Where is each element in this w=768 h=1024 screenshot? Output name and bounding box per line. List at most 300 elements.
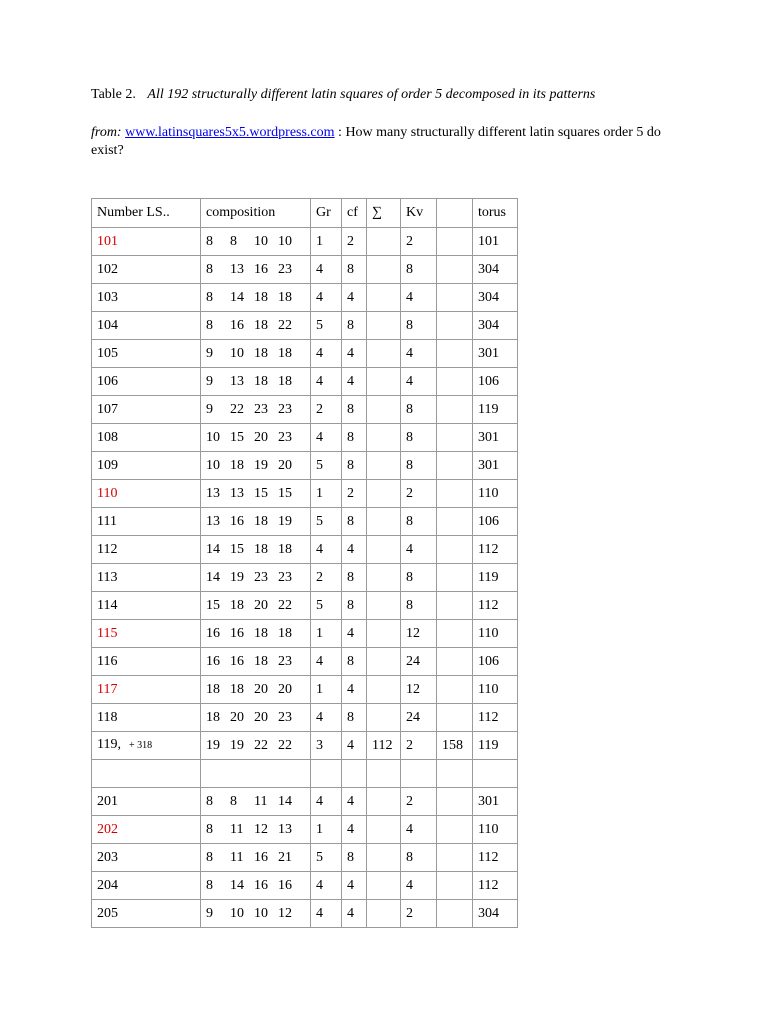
cell-sum [367, 368, 401, 396]
cell-number-value: 111 [97, 513, 117, 529]
cell-sum [367, 564, 401, 592]
cell-cf: 4 [342, 676, 367, 704]
composition-value: 20 [278, 457, 292, 473]
cell-composition [201, 844, 311, 872]
composition-value: 16 [230, 625, 244, 641]
cell-composition [201, 396, 311, 424]
cell-composition [201, 760, 311, 788]
cell-gr: 5 [311, 592, 342, 620]
cell-number [92, 620, 201, 648]
cell-kv: 8 [401, 312, 437, 340]
composition-value: 10 [230, 345, 244, 361]
composition-value: 20 [254, 597, 268, 613]
composition-value: 16 [206, 653, 220, 669]
cell-extra [437, 816, 473, 844]
latin-squares-table [91, 198, 518, 928]
cell-kv: 2 [401, 788, 437, 816]
composition-value: 8 [206, 793, 213, 809]
composition-value: 18 [254, 625, 268, 641]
composition-value: 23 [278, 401, 292, 417]
cell-composition [201, 368, 311, 396]
cell-gr: 4 [311, 648, 342, 676]
composition-value: 9 [206, 345, 213, 361]
cell-gr: 4 [311, 900, 342, 928]
cell-number-note: + 318 [128, 740, 153, 751]
cell-torus [473, 760, 518, 788]
cell-kv: 4 [401, 284, 437, 312]
composition-value: 18 [278, 541, 292, 557]
cell-kv: 4 [401, 340, 437, 368]
cell-number-value: 112 [97, 541, 118, 557]
composition-value: 18 [206, 709, 220, 725]
cell-number [92, 284, 201, 312]
cell-sum [367, 900, 401, 928]
composition-value: 23 [278, 569, 292, 585]
caption-title: All 192 structurally different latin squares of order 5 decomposed in its patterns [147, 87, 596, 102]
cell-extra [437, 508, 473, 536]
cell-number-value: 116 [97, 653, 118, 669]
composition-value: 13 [206, 513, 220, 529]
cell-number [92, 816, 201, 844]
header-gr: Gr [311, 199, 342, 228]
cell-extra [437, 900, 473, 928]
cell-number [92, 788, 201, 816]
cell-number [92, 732, 201, 760]
cell-gr: 5 [311, 508, 342, 536]
cell-number-value: 205 [97, 905, 118, 921]
cell-number-value: 101 [97, 233, 118, 249]
cell-kv: 4 [401, 536, 437, 564]
cell-number [92, 424, 201, 452]
table-row [92, 900, 518, 928]
cell-cf: 8 [342, 564, 367, 592]
cell-extra: 158 [437, 732, 473, 760]
cell-number [92, 760, 201, 788]
header-composition: composition [201, 199, 311, 228]
cell-gr: 2 [311, 564, 342, 592]
header-cf: cf [342, 199, 367, 228]
cell-number-value: 102 [97, 261, 118, 277]
cell-extra [437, 424, 473, 452]
cell-sum [367, 312, 401, 340]
composition-value: 19 [254, 457, 268, 473]
cell-cf: 4 [342, 340, 367, 368]
cell-torus: 119 [473, 564, 518, 592]
cell-composition [201, 816, 311, 844]
cell-torus: 110 [473, 620, 518, 648]
composition-value: 23 [278, 261, 292, 277]
header-number: Number LS.. [92, 199, 201, 228]
cell-torus: 304 [473, 256, 518, 284]
cell-gr: 5 [311, 844, 342, 872]
composition-value: 18 [254, 317, 268, 333]
header-sum: ∑ [367, 199, 401, 228]
cell-kv: 8 [401, 396, 437, 424]
table-row [92, 592, 518, 620]
cell-number [92, 256, 201, 284]
cell-number-value: 108 [97, 429, 118, 445]
table-row [92, 704, 518, 732]
composition-value: 11 [230, 849, 244, 865]
cell-sum [367, 592, 401, 620]
cell-cf: 8 [342, 256, 367, 284]
cell-extra [437, 452, 473, 480]
cell-number [92, 648, 201, 676]
composition-value: 12 [254, 821, 268, 837]
source-link[interactable]: www.latinsquares5x5.wordpress.com [125, 125, 335, 140]
cell-extra [437, 256, 473, 284]
cell-cf: 4 [342, 620, 367, 648]
cell-composition [201, 452, 311, 480]
composition-value: 18 [230, 681, 244, 697]
cell-cf: 4 [342, 368, 367, 396]
cell-composition [201, 424, 311, 452]
cell-sum [367, 480, 401, 508]
cell-sum [367, 396, 401, 424]
composition-value: 22 [278, 597, 292, 613]
cell-gr: 5 [311, 452, 342, 480]
cell-composition [201, 256, 311, 284]
cell-gr: 1 [311, 480, 342, 508]
cell-extra [437, 396, 473, 424]
cell-number [92, 900, 201, 928]
table-row [92, 340, 518, 368]
cell-cf: 4 [342, 536, 367, 564]
composition-value: 18 [278, 373, 292, 389]
cell-number [92, 872, 201, 900]
composition-value: 13 [206, 485, 220, 501]
cell-kv: 12 [401, 620, 437, 648]
composition-value: 12 [278, 905, 292, 921]
cell-number-value: 203 [97, 849, 118, 865]
cell-number-value: 202 [97, 821, 118, 837]
cell-extra [437, 564, 473, 592]
cell-cf: 8 [342, 592, 367, 620]
cell-gr: 1 [311, 228, 342, 256]
cell-kv: 4 [401, 368, 437, 396]
cell-composition [201, 620, 311, 648]
cell-number-value: 109 [97, 457, 118, 473]
cell-number-value: 105 [97, 345, 118, 361]
cell-number-value: 103 [97, 289, 118, 305]
cell-composition [201, 480, 311, 508]
cell-number-value: 115 [97, 625, 118, 641]
cell-torus: 304 [473, 312, 518, 340]
composition-value: 15 [254, 485, 268, 501]
cell-gr: 4 [311, 788, 342, 816]
composition-value: 18 [278, 345, 292, 361]
cell-number-value: 113 [97, 569, 118, 585]
cell-gr: 3 [311, 732, 342, 760]
composition-value: 15 [206, 597, 220, 613]
cell-extra [437, 592, 473, 620]
composition-value: 23 [254, 401, 268, 417]
composition-value: 15 [230, 541, 244, 557]
cell-sum [367, 872, 401, 900]
cell-kv: 8 [401, 592, 437, 620]
table-row [92, 480, 518, 508]
composition-value: 8 [206, 233, 213, 249]
cell-torus: 119 [473, 396, 518, 424]
composition-value: 13 [230, 373, 244, 389]
table-row [92, 368, 518, 396]
cell-cf: 8 [342, 452, 367, 480]
composition-value: 16 [254, 849, 268, 865]
cell-gr: 1 [311, 816, 342, 844]
composition-value: 10 [206, 429, 220, 445]
cell-gr [311, 760, 342, 788]
cell-composition [201, 284, 311, 312]
cell-composition [201, 508, 311, 536]
cell-number-value: 104 [97, 317, 118, 333]
cell-torus: 112 [473, 844, 518, 872]
cell-kv: 8 [401, 508, 437, 536]
cell-kv: 24 [401, 704, 437, 732]
table-row [92, 424, 518, 452]
cell-cf: 8 [342, 396, 367, 424]
cell-cf: 8 [342, 312, 367, 340]
cell-sum [367, 760, 401, 788]
cell-torus: 110 [473, 480, 518, 508]
cell-sum [367, 676, 401, 704]
table-row [92, 228, 518, 256]
composition-value: 18 [254, 373, 268, 389]
cell-sum [367, 228, 401, 256]
cell-cf: 4 [342, 732, 367, 760]
cell-cf: 8 [342, 844, 367, 872]
cell-gr: 4 [311, 284, 342, 312]
composition-value: 15 [230, 429, 244, 445]
cell-extra [437, 788, 473, 816]
cell-sum: 112 [367, 732, 401, 760]
table-row [92, 452, 518, 480]
composition-value: 8 [206, 317, 213, 333]
table-header-row [92, 199, 518, 228]
cell-torus: 304 [473, 284, 518, 312]
cell-composition [201, 592, 311, 620]
cell-composition [201, 704, 311, 732]
cell-number [92, 480, 201, 508]
composition-value: 20 [254, 429, 268, 445]
composition-value: 9 [206, 401, 213, 417]
composition-value: 18 [254, 653, 268, 669]
composition-value: 23 [278, 653, 292, 669]
composition-value: 13 [278, 821, 292, 837]
cell-number-value: 114 [97, 597, 118, 613]
cell-number-value: 119, [97, 737, 121, 752]
cell-gr: 1 [311, 676, 342, 704]
cell-cf: 2 [342, 480, 367, 508]
cell-gr: 1 [311, 620, 342, 648]
table-row [92, 816, 518, 844]
cell-torus: 110 [473, 676, 518, 704]
cell-number-value: 118 [97, 709, 118, 725]
cell-torus: 106 [473, 508, 518, 536]
caption-label: Table 2. [91, 87, 136, 102]
cell-composition [201, 676, 311, 704]
cell-cf: 4 [342, 788, 367, 816]
table-row [92, 564, 518, 592]
composition-value: 9 [206, 905, 213, 921]
composition-value: 20 [254, 681, 268, 697]
table-row [92, 620, 518, 648]
composition-value: 18 [254, 541, 268, 557]
cell-number [92, 340, 201, 368]
composition-value: 18 [230, 457, 244, 473]
cell-extra [437, 676, 473, 704]
cell-sum [367, 536, 401, 564]
composition-value: 16 [230, 513, 244, 529]
header-kv: Kv [401, 199, 437, 228]
cell-extra [437, 480, 473, 508]
table-row [92, 732, 518, 760]
cell-kv: 4 [401, 816, 437, 844]
cell-cf: 4 [342, 284, 367, 312]
composition-value: 23 [254, 569, 268, 585]
composition-value: 18 [278, 289, 292, 305]
cell-number [92, 396, 201, 424]
cell-sum [367, 508, 401, 536]
cell-composition [201, 648, 311, 676]
table-row [92, 648, 518, 676]
composition-value: 22 [230, 401, 244, 417]
cell-cf: 8 [342, 704, 367, 732]
cell-kv: 8 [401, 452, 437, 480]
header-torus: torus [473, 199, 518, 228]
cell-cf: 4 [342, 872, 367, 900]
cell-kv: 2 [401, 900, 437, 928]
composition-value: 16 [254, 877, 268, 893]
composition-value: 20 [230, 709, 244, 725]
cell-composition [201, 788, 311, 816]
cell-extra [437, 844, 473, 872]
cell-torus: 304 [473, 900, 518, 928]
cell-number [92, 508, 201, 536]
cell-cf [342, 760, 367, 788]
composition-value: 8 [206, 261, 213, 277]
cell-gr: 4 [311, 536, 342, 564]
cell-extra [437, 368, 473, 396]
table-row [92, 396, 518, 424]
table-row [92, 760, 518, 788]
composition-value: 10 [206, 457, 220, 473]
cell-cf: 8 [342, 424, 367, 452]
cell-kv: 8 [401, 844, 437, 872]
table-row [92, 844, 518, 872]
cell-sum [367, 788, 401, 816]
composition-value: 23 [278, 429, 292, 445]
cell-number [92, 368, 201, 396]
cell-torus: 301 [473, 424, 518, 452]
cell-composition [201, 732, 311, 760]
cell-number-value: 204 [97, 877, 118, 893]
cell-composition [201, 872, 311, 900]
table-row [92, 536, 518, 564]
cell-composition [201, 312, 311, 340]
cell-number [92, 704, 201, 732]
cell-torus: 106 [473, 368, 518, 396]
composition-value: 14 [230, 289, 244, 305]
cell-number-value: 106 [97, 373, 118, 389]
composition-value: 8 [206, 289, 213, 305]
table-row [92, 256, 518, 284]
cell-extra [437, 760, 473, 788]
cell-cf: 4 [342, 900, 367, 928]
cell-sum [367, 816, 401, 844]
cell-torus: 101 [473, 228, 518, 256]
cell-torus: 301 [473, 788, 518, 816]
composition-value: 16 [206, 625, 220, 641]
cell-number-value: 117 [97, 681, 118, 697]
composition-value: 11 [230, 821, 244, 837]
cell-composition [201, 228, 311, 256]
cell-torus: 301 [473, 340, 518, 368]
cell-torus: 301 [473, 452, 518, 480]
composition-value: 20 [254, 709, 268, 725]
cell-number [92, 676, 201, 704]
cell-extra [437, 620, 473, 648]
cell-sum [367, 452, 401, 480]
cell-torus: 112 [473, 592, 518, 620]
composition-value: 13 [230, 485, 244, 501]
cell-kv: 8 [401, 564, 437, 592]
composition-value: 16 [230, 317, 244, 333]
cell-torus: 112 [473, 536, 518, 564]
composition-value: 19 [278, 513, 292, 529]
composition-value: 10 [230, 905, 244, 921]
cell-gr: 5 [311, 312, 342, 340]
cell-gr: 4 [311, 424, 342, 452]
cell-number [92, 452, 201, 480]
cell-number [92, 536, 201, 564]
cell-sum [367, 620, 401, 648]
composition-value: 18 [278, 625, 292, 641]
table-row [92, 872, 518, 900]
cell-composition [201, 536, 311, 564]
cell-extra [437, 284, 473, 312]
composition-value: 14 [206, 569, 220, 585]
cell-composition [201, 564, 311, 592]
composition-value: 11 [254, 793, 268, 809]
composition-value: 19 [230, 569, 244, 585]
source-from-label: from: [91, 125, 122, 140]
cell-kv: 8 [401, 256, 437, 284]
composition-value: 22 [278, 737, 292, 753]
table-row [92, 508, 518, 536]
cell-torus: 110 [473, 816, 518, 844]
cell-composition [201, 900, 311, 928]
composition-value: 16 [254, 261, 268, 277]
cell-cf: 8 [342, 648, 367, 676]
cell-extra [437, 648, 473, 676]
cell-number-value: 110 [97, 485, 118, 501]
cell-number [92, 228, 201, 256]
cell-kv: 8 [401, 424, 437, 452]
cell-sum [367, 424, 401, 452]
cell-number [92, 564, 201, 592]
cell-kv: 12 [401, 676, 437, 704]
cell-number [92, 844, 201, 872]
composition-value: 21 [278, 849, 292, 865]
cell-sum [367, 340, 401, 368]
composition-value: 23 [278, 709, 292, 725]
cell-gr: 4 [311, 368, 342, 396]
composition-value: 8 [206, 849, 213, 865]
cell-extra [437, 536, 473, 564]
cell-cf: 2 [342, 228, 367, 256]
cell-sum [367, 284, 401, 312]
cell-extra [437, 872, 473, 900]
